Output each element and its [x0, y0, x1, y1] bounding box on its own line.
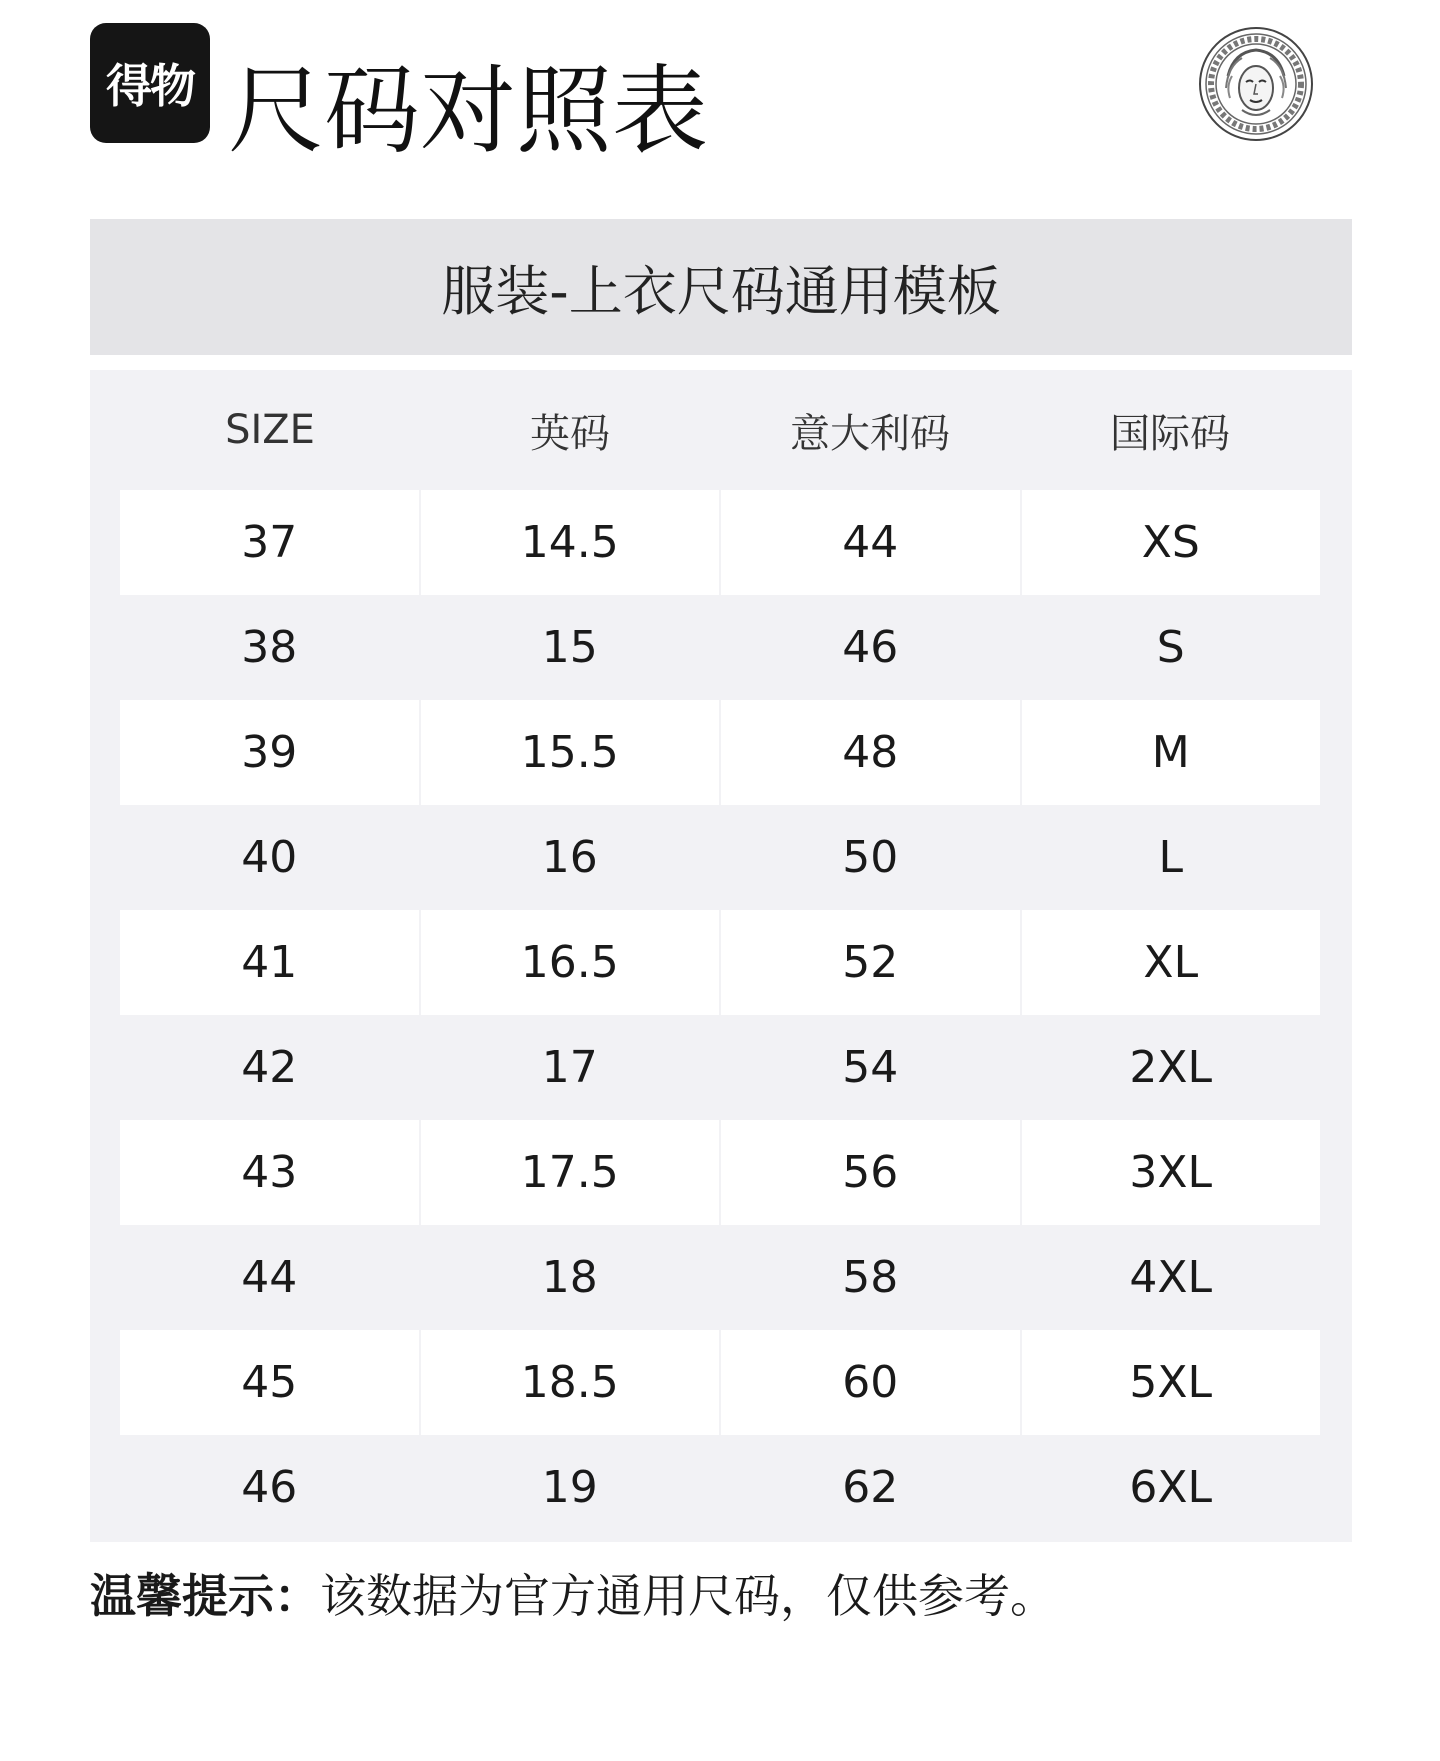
table-cell: 56 [721, 1120, 1020, 1225]
table-cell: 18.5 [421, 1330, 720, 1435]
column-header-italy-size: 意大利码 [790, 410, 950, 457]
template-title: 服装-上衣尺码通用模板 [441, 259, 1001, 323]
table-cell: 4XL [1129, 1252, 1213, 1303]
table-cell: 19 [541, 1462, 598, 1513]
table-cell: XS [1022, 490, 1321, 595]
table-row [120, 805, 1320, 910]
table-cell: XL [1022, 910, 1321, 1015]
table-cell: 14.5 [421, 490, 720, 595]
tip-text: 该数据为官方通用尺码，仅供参考。 [320, 1569, 1056, 1623]
table-cell: 62 [842, 1462, 899, 1513]
table-cell: 46 [842, 622, 899, 673]
table-cell: 2XL [1129, 1042, 1213, 1093]
table-cell: S [1156, 622, 1185, 673]
table-cell: 17 [541, 1042, 598, 1093]
table-cell: 43 [120, 1120, 419, 1225]
footer-tip [90, 1558, 1056, 1634]
table-row [120, 910, 1320, 1015]
table-cell: 52 [721, 910, 1020, 1015]
table-cell: 60 [721, 1330, 1020, 1435]
table-row [120, 1120, 1320, 1225]
size-table [90, 370, 1352, 1542]
table-cell: 44 [721, 490, 1020, 595]
table-cell: 15.5 [421, 700, 720, 805]
table-cell: 15 [541, 622, 598, 673]
table-cell: 38 [241, 622, 298, 673]
table-cell: 48 [721, 700, 1020, 805]
table-cell: 16.5 [421, 910, 720, 1015]
table-cell: 50 [842, 832, 899, 883]
table-cell: L [1158, 832, 1183, 883]
table-cell: 58 [842, 1252, 899, 1303]
table-cell: 42 [241, 1042, 298, 1093]
table-row [120, 595, 1320, 700]
table-cell: 44 [241, 1252, 298, 1303]
page-title: 尺码对照表 [228, 55, 708, 167]
column-header-size: SIZE [225, 407, 315, 453]
table-row [120, 1225, 1320, 1330]
table-row [120, 700, 1320, 805]
table-cell: 5XL [1022, 1330, 1321, 1435]
table-cell: 3XL [1022, 1120, 1321, 1225]
table-cell: 39 [120, 700, 419, 805]
table-cell: 17.5 [421, 1120, 720, 1225]
table-cell: 16 [541, 832, 598, 883]
column-header-intl-size: 国际码 [1110, 410, 1230, 457]
table-cell: 40 [241, 832, 298, 883]
column-header-uk-size: 英码 [530, 410, 610, 457]
table-cell: 37 [120, 490, 419, 595]
table-row [120, 1435, 1320, 1540]
tip-label: 温馨提示： [90, 1569, 320, 1623]
table-cell: 46 [241, 1462, 298, 1513]
table-cell: 41 [120, 910, 419, 1015]
medusa-emblem-icon [1198, 26, 1314, 142]
table-cell: 45 [120, 1330, 419, 1435]
template-band [90, 219, 1352, 355]
app-logo-text: 得物 [106, 59, 194, 113]
app-logo [90, 23, 210, 143]
table-cell: 18 [541, 1252, 598, 1303]
table-cell: 54 [842, 1042, 899, 1093]
table-header-row [120, 370, 1320, 490]
table-row [120, 490, 1320, 595]
table-row [120, 1330, 1320, 1435]
table-cell: 6XL [1129, 1462, 1213, 1513]
table-body [120, 490, 1320, 1540]
table-cell: M [1022, 700, 1321, 805]
table-row [120, 1015, 1320, 1120]
